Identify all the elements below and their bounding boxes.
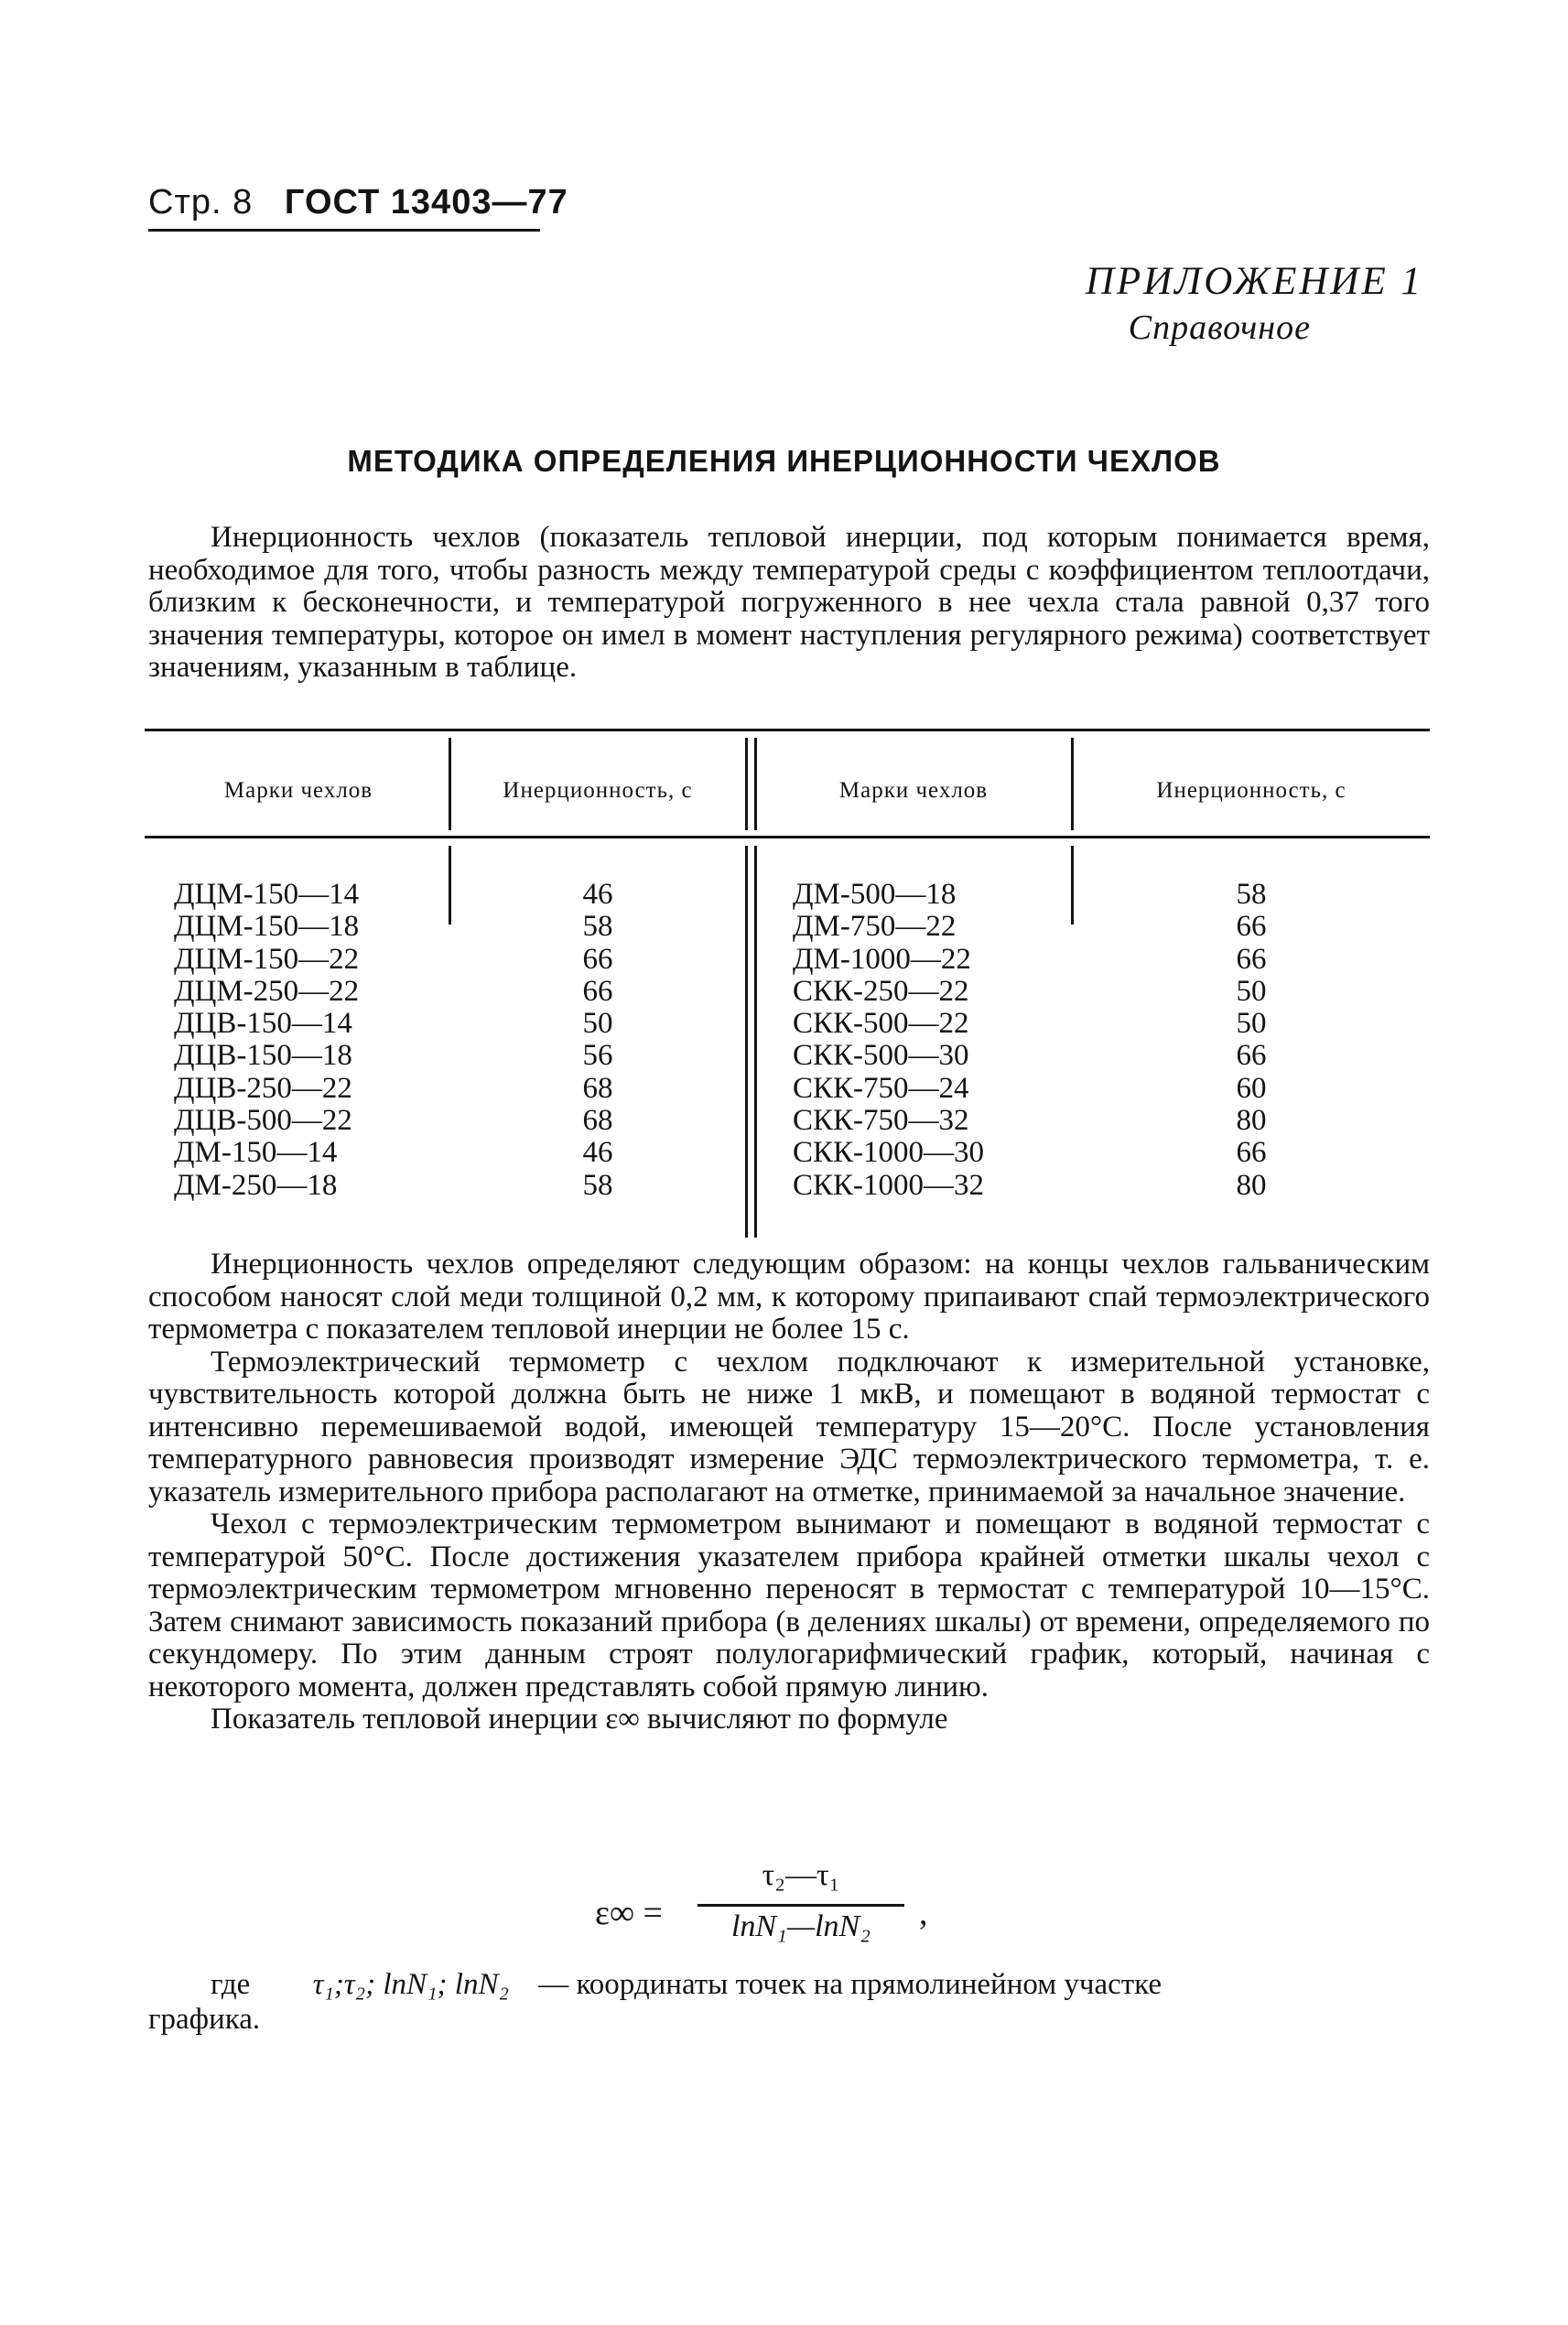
formula-tail: , [919,1894,928,1932]
formula-numerator: τ₂—τ₁ [762,1858,840,1892]
table-cell: 66 [582,974,613,1008]
table-cell: 66 [1236,910,1267,944]
body-paragraph-4: Показатель тепловой инерции ε∞ вычисляют по формуле [211,1703,948,1736]
table-header-marks-left: Марки чехлов [223,778,373,803]
table-cell: 50 [1236,974,1267,1008]
table-cell: ДЦВ-500—22 [174,1104,352,1138]
table-cell: СКК-1000—30 [793,1136,985,1170]
legend-text: — координаты точек на прямолинейном участке [538,1968,1162,2001]
table-cell: ДЦВ-250—22 [174,1071,352,1105]
table-cell: СКК-750—24 [793,1071,969,1105]
appendix-note: Справочное [1128,308,1311,347]
table-cell: СКК-500—30 [793,1039,969,1073]
table-cell: 66 [1236,942,1267,976]
table-cell: 80 [1236,1168,1267,1202]
table-cell: ДМ-500—18 [793,878,957,911]
table-cell: 68 [582,1104,613,1138]
right-marks-column [793,879,984,1202]
body-paragraph-1: Инерционность чехлов определяют следующим образом: на концы чехлов гальваническим способом наносят слой меди толщиной 0,2 мм, к которому припаивают спай термоэлектрического термометра с показателем тепловой инерции не более 15 с. [148,1248,1430,1346]
standard-number: ГОСТ 13403—77 [284,183,568,222]
table-cell: СКК-250—22 [793,974,969,1008]
table-cell: 66 [582,942,613,976]
table-cell: 66 [1236,1039,1267,1073]
formula-legend [211,1968,1430,2002]
intro-text: Инерционность чехлов (показатель тепловой инерции, под которым понимается время, необходимое для того, чтобы разность между температурой среды с коэффициентом теплоотдачи, близким к бесконечности, и температурой погруженного в нее чехла стала равной 0,37 того значения температуры, которое он имел в момент наступления регулярного режима) соответствует значениям, указанным в таблице. [148,521,1430,684]
method-body [148,1249,1430,1736]
left-values-column [450,879,745,1202]
table-cell: ДЦМ-250—22 [174,974,360,1008]
table-cell: 80 [1236,1104,1267,1138]
table-cell: ДМ-1000—22 [793,942,971,976]
body-paragraph-3: Чехол с термоэлектрическим термометром вынимают и помещают в водяной термостат с температурой 50°С. После достижения указателем прибора крайней отметки шкалы чехол с термоэлектрическим термометром мгновенно переносят в термостат с температурой 10—15°С. Затем снимают зависимость показаний прибора (в делениях шкалы) от времени, определяемого по секундомеру. По этим данным строят полулогарифмический график, который, начиная с некоторого момента, должен представлять собой прямую линию. [148,1508,1430,1703]
table-cell: 46 [582,878,613,911]
table-header-inertia-left: Инерционность, с [503,778,693,803]
table-cell: СКК-750—32 [793,1104,969,1138]
table-cell: ДМ-250—18 [174,1168,338,1202]
table-cell: ДМ-750—22 [793,910,957,944]
table-cell: СКК-1000—32 [793,1168,985,1202]
table-header-marks-right: Марки чехлов [838,778,989,803]
appendix-title: ПРИЛОЖЕНИЕ 1 [1085,260,1423,303]
formula-fraction-bar [697,1904,904,1907]
table-cell: 46 [582,1136,613,1170]
intro-paragraph [148,522,1430,685]
table-cell: ДЦВ-150—18 [174,1039,352,1073]
body-paragraph-2: Термоэлектрический термометр с чехлом подключают к измерительной установке, чувствительность которой должна быть не ниже 1 мкВ, и помещают в водяной термостат с интенсивно перемешиваемой водой, имеющей температуру 15—20°С. После установления температурного равновесия производят измерение ЭДС термоэлектрического термометра, т. е. указатель измерительного прибора располагают на отметке, принимаемой за начальное значение. [148,1345,1430,1509]
table-cell: 58 [1236,878,1267,911]
formula-denominator: lnN₁—lnN₂ [730,1909,871,1943]
page-header [148,183,568,222]
legend-symbols: τ₁;τ₂; lnN₁; lnN₂ [312,1968,509,2001]
table-cell: СКК-500—22 [793,1007,969,1041]
right-values-column [1073,879,1430,1202]
table-cell: 58 [582,910,613,944]
table-cell: ДЦМ-150—22 [174,942,360,976]
table-cell: 56 [582,1039,613,1073]
page-label: Стр. 8 [148,183,254,222]
table-cell: ДЦМ-150—14 [174,878,360,911]
table-cell: 50 [1236,1007,1267,1041]
table-cell: ДЦМ-150—18 [174,910,360,944]
table-cell: 50 [582,1007,613,1041]
table-cell: 68 [582,1071,613,1105]
header-rule [148,229,540,232]
table-cell: 66 [1236,1136,1267,1170]
table-cell: ДМ-150—14 [174,1136,338,1170]
page-title: МЕТОДИКА ОПРЕДЕЛЕНИЯ ИНЕРЦИОННОСТИ ЧЕХЛОВ [347,444,1221,478]
table-vline-2b-body [754,846,757,1238]
table-vline-2a-body [745,846,748,1238]
table-cell: ДЦВ-150—14 [174,1007,352,1041]
table-top-rule [145,729,1430,731]
legend-label: где [211,1968,251,2001]
table-vline-2a-head [745,738,748,830]
table-header-inertia-right: Инерционность, с [1156,778,1346,803]
left-marks-column [174,879,359,1202]
formula-lhs: ε∞ = [595,1894,663,1932]
table-header-rule [145,836,1430,838]
legend-end: графика. [148,2003,261,2036]
table-cell: 60 [1236,1071,1267,1105]
table-cell: 58 [582,1168,613,1202]
